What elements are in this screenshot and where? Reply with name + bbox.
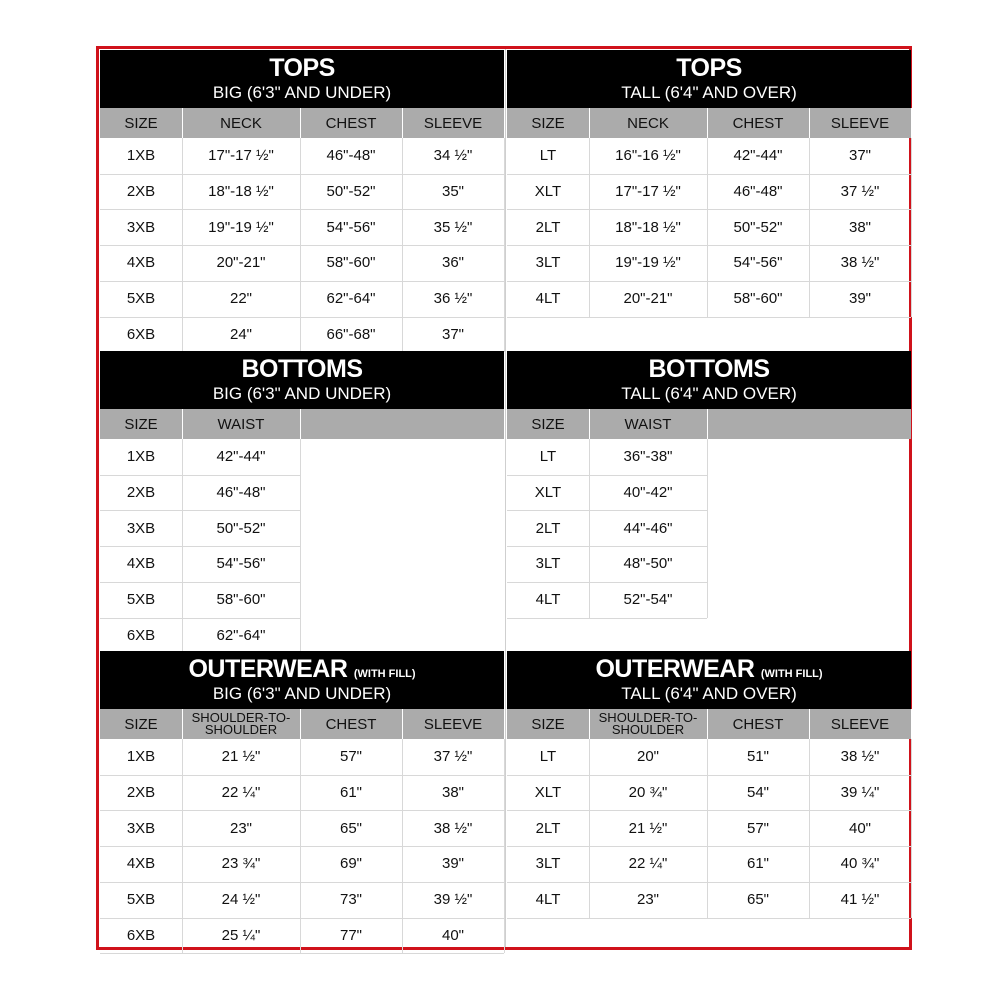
measurement-cell: 34 ½" bbox=[433, 147, 473, 165]
measurement-cell: 38" bbox=[848, 218, 871, 236]
section-header bbox=[507, 651, 911, 709]
column-divider bbox=[402, 138, 403, 352]
column-divider bbox=[911, 739, 912, 918]
center-divider bbox=[505, 49, 506, 947]
column-divider bbox=[402, 739, 403, 953]
column-divider bbox=[300, 439, 301, 653]
section-title-note: (WITH FILL) bbox=[760, 668, 823, 680]
measurement-cell: 40" bbox=[441, 926, 464, 944]
column-header-divider bbox=[707, 709, 708, 739]
column-header-divider bbox=[589, 709, 590, 739]
measurement-cell: 20 ¾" bbox=[628, 784, 668, 802]
section-title-note: (WITH FILL) bbox=[353, 668, 416, 680]
section-title-text: TOPS bbox=[269, 54, 335, 82]
measurement-cell: 24" bbox=[229, 325, 252, 343]
size-cell: 4XB bbox=[126, 555, 156, 573]
measurement-cell: 23" bbox=[229, 819, 252, 837]
measurement-cell: 37" bbox=[441, 325, 464, 343]
column-divider bbox=[707, 439, 708, 618]
column-divider bbox=[707, 739, 708, 918]
size-cell: 6XB bbox=[126, 325, 156, 343]
size-cell: 4XB bbox=[126, 855, 156, 873]
measurement-cell: 44"-46" bbox=[623, 519, 673, 537]
measurement-cell: 52"-54" bbox=[623, 591, 673, 609]
column-header-size: SIZE bbox=[531, 715, 565, 733]
column-divider bbox=[589, 739, 590, 918]
column-header-neck: NECK bbox=[627, 114, 669, 132]
measurement-cell: 54" bbox=[746, 784, 769, 802]
measurement-cell: 58"-60" bbox=[216, 591, 266, 609]
size-cell: XLT bbox=[534, 484, 562, 502]
column-header-divider bbox=[589, 108, 590, 138]
measurement-cell: 35 ½" bbox=[433, 218, 473, 236]
column-divider bbox=[300, 138, 301, 352]
measurement-cell: 20"-21" bbox=[216, 254, 266, 272]
measurement-cell: 54"-56" bbox=[733, 254, 783, 272]
column-header-chest: CHEST bbox=[732, 114, 784, 132]
measurement-cell: 48"-50" bbox=[623, 555, 673, 573]
column-header-chest: CHEST bbox=[325, 715, 377, 733]
measurement-cell: 65" bbox=[339, 819, 362, 837]
measurement-cell: 73" bbox=[339, 891, 362, 909]
column-header-size: SIZE bbox=[124, 715, 158, 733]
size-cell: 4LT bbox=[535, 290, 561, 308]
column-header-shoulder-to-shoulder: SHOULDER-TO-SHOULDER bbox=[191, 710, 291, 737]
measurement-cell: 69" bbox=[339, 855, 362, 873]
size-cell: XLT bbox=[534, 784, 562, 802]
column-header-divider bbox=[182, 108, 183, 138]
row-divider bbox=[507, 317, 911, 318]
column-divider bbox=[707, 138, 708, 317]
measurement-cell: 17"-17 ½" bbox=[615, 183, 681, 201]
measurement-cell: 42"-44" bbox=[216, 448, 266, 466]
column-divider bbox=[182, 138, 183, 352]
size-cell: 6XB bbox=[126, 926, 156, 944]
section-subtitle: BIG (6'3" AND UNDER) bbox=[212, 83, 392, 102]
column-header-divider bbox=[182, 709, 183, 739]
measurement-cell: 18"-18 ½" bbox=[208, 183, 274, 201]
section-title bbox=[507, 355, 911, 383]
measurement-cell: 46"-48" bbox=[326, 147, 376, 165]
column-header-divider bbox=[300, 409, 301, 439]
measurement-cell: 21 ½" bbox=[628, 819, 668, 837]
size-cell: 3XB bbox=[126, 519, 156, 537]
row-divider bbox=[507, 918, 911, 919]
size-cell: 1XB bbox=[126, 448, 156, 466]
measurement-cell: 38 ½" bbox=[840, 254, 880, 272]
column-divider bbox=[809, 739, 810, 918]
size-cell: 2XB bbox=[126, 784, 156, 802]
measurement-cell: 37 ½" bbox=[840, 183, 880, 201]
measurement-cell: 50"-52" bbox=[733, 218, 783, 236]
section-header bbox=[100, 50, 504, 108]
measurement-cell: 77" bbox=[339, 926, 362, 944]
column-header-divider bbox=[402, 108, 403, 138]
size-cell: 5XB bbox=[126, 891, 156, 909]
size-cell: XLT bbox=[534, 183, 562, 201]
section-header bbox=[507, 50, 911, 108]
measurement-cell: 42"-44" bbox=[733, 147, 783, 165]
measurement-cell: 19"-19 ½" bbox=[615, 254, 681, 272]
column-header-waist: WAIST bbox=[624, 415, 672, 433]
measurement-cell: 35" bbox=[441, 183, 464, 201]
measurement-cell: 40" bbox=[848, 819, 871, 837]
measurement-cell: 61" bbox=[746, 855, 769, 873]
section-title-text: BOTTOMS bbox=[241, 355, 363, 383]
measurement-cell: 38" bbox=[441, 784, 464, 802]
measurement-cell: 39 ½" bbox=[433, 891, 473, 909]
column-divider bbox=[182, 739, 183, 953]
section-title-text: OUTERWEAR bbox=[188, 655, 348, 683]
measurement-cell: 20"-21" bbox=[623, 290, 673, 308]
column-header-chest: CHEST bbox=[325, 114, 377, 132]
size-cell: 3LT bbox=[535, 254, 561, 272]
section-subtitle: TALL (6'4" AND OVER) bbox=[621, 684, 797, 703]
column-header-divider bbox=[809, 709, 810, 739]
measurement-cell: 37 ½" bbox=[433, 748, 473, 766]
column-header-divider bbox=[589, 409, 590, 439]
measurement-cell: 62"-64" bbox=[326, 290, 376, 308]
size-cell: 3LT bbox=[535, 855, 561, 873]
measurement-cell: 39" bbox=[848, 290, 871, 308]
column-header-waist: WAIST bbox=[217, 415, 265, 433]
measurement-cell: 22 ¼" bbox=[628, 855, 668, 873]
size-cell: 5XB bbox=[126, 290, 156, 308]
size-cell: 2XB bbox=[126, 183, 156, 201]
row-divider bbox=[100, 953, 504, 954]
measurement-cell: 20" bbox=[636, 748, 659, 766]
size-cell: LT bbox=[539, 448, 557, 466]
column-header-divider bbox=[911, 709, 912, 739]
size-cell: 1XB bbox=[126, 748, 156, 766]
column-header-sleeve: SLEEVE bbox=[830, 715, 890, 733]
measurement-cell: 54"-56" bbox=[326, 218, 376, 236]
measurement-cell: 36"-38" bbox=[623, 448, 673, 466]
measurement-cell: 61" bbox=[339, 784, 362, 802]
column-header-divider bbox=[182, 409, 183, 439]
column-header-divider bbox=[911, 108, 912, 138]
measurement-cell: 58"-60" bbox=[733, 290, 783, 308]
column-header-sleeve: SLEEVE bbox=[423, 114, 483, 132]
measurement-cell: 37" bbox=[848, 147, 871, 165]
size-cell: LT bbox=[539, 748, 557, 766]
measurement-cell: 40"-42" bbox=[623, 484, 673, 502]
size-cell: 3XB bbox=[126, 819, 156, 837]
column-header-divider bbox=[402, 709, 403, 739]
column-header-sleeve: SLEEVE bbox=[423, 715, 483, 733]
size-cell: 2LT bbox=[535, 218, 561, 236]
size-cell: 6XB bbox=[126, 626, 156, 644]
measurement-cell: 23 ¾" bbox=[221, 855, 261, 873]
measurement-cell: 57" bbox=[339, 748, 362, 766]
measurement-cell: 16"-16 ½" bbox=[615, 147, 681, 165]
measurement-cell: 36" bbox=[441, 254, 464, 272]
measurement-cell: 50"-52" bbox=[216, 519, 266, 537]
section-title bbox=[100, 54, 504, 82]
section-header bbox=[507, 351, 911, 409]
section-title-text: OUTERWEAR bbox=[595, 655, 755, 683]
section-title bbox=[507, 54, 911, 82]
size-cell: 5XB bbox=[126, 591, 156, 609]
measurement-cell: 41 ½" bbox=[840, 891, 880, 909]
size-cell: 2LT bbox=[535, 519, 561, 537]
size-cell: 3XB bbox=[126, 218, 156, 236]
measurement-cell: 39 ¼" bbox=[840, 784, 880, 802]
column-divider bbox=[182, 439, 183, 653]
section-title-text: BOTTOMS bbox=[648, 355, 770, 383]
measurement-cell: 58"-60" bbox=[326, 254, 376, 272]
size-cell: 1XB bbox=[126, 147, 156, 165]
measurement-cell: 36 ½" bbox=[433, 290, 473, 308]
size-chart-frame bbox=[96, 46, 912, 950]
measurement-cell: 50"-52" bbox=[326, 183, 376, 201]
column-header-size: SIZE bbox=[531, 114, 565, 132]
column-header-chest: CHEST bbox=[732, 715, 784, 733]
column-header-divider bbox=[707, 409, 708, 439]
measurement-cell: 38 ½" bbox=[840, 748, 880, 766]
column-header-neck: NECK bbox=[220, 114, 262, 132]
measurement-cell: 17"-17 ½" bbox=[208, 147, 274, 165]
measurement-cell: 18"-18 ½" bbox=[615, 218, 681, 236]
section-subtitle: BIG (6'3" AND UNDER) bbox=[212, 684, 392, 703]
section-header bbox=[100, 651, 504, 709]
row-divider bbox=[507, 618, 707, 619]
column-header-size: SIZE bbox=[531, 415, 565, 433]
measurement-cell: 22" bbox=[229, 290, 252, 308]
size-cell: 2XB bbox=[126, 484, 156, 502]
column-header-divider bbox=[809, 108, 810, 138]
column-header-shoulder-to-shoulder: SHOULDER-TO-SHOULDER bbox=[598, 710, 698, 737]
column-divider bbox=[589, 138, 590, 317]
size-cell: 4LT bbox=[535, 891, 561, 909]
size-cell: 4LT bbox=[535, 591, 561, 609]
column-header-size: SIZE bbox=[124, 114, 158, 132]
measurement-cell: 19"-19 ½" bbox=[208, 218, 274, 236]
column-divider bbox=[300, 739, 301, 953]
size-cell: 3LT bbox=[535, 555, 561, 573]
measurement-cell: 25 ¼" bbox=[221, 926, 261, 944]
column-header-divider bbox=[707, 108, 708, 138]
column-header-size: SIZE bbox=[124, 415, 158, 433]
section-subtitle: TALL (6'4" AND OVER) bbox=[621, 83, 797, 102]
section-subtitle: TALL (6'4" AND OVER) bbox=[621, 384, 797, 403]
section-subtitle: BIG (6'3" AND UNDER) bbox=[212, 384, 392, 403]
measurement-cell: 46"-48" bbox=[216, 484, 266, 502]
size-cell: LT bbox=[539, 147, 557, 165]
size-cell: 4XB bbox=[126, 254, 156, 272]
measurement-cell: 23" bbox=[636, 891, 659, 909]
measurement-cell: 66"-68" bbox=[326, 325, 376, 343]
column-divider bbox=[809, 138, 810, 317]
measurement-cell: 46"-48" bbox=[733, 183, 783, 201]
measurement-cell: 54"-56" bbox=[216, 555, 266, 573]
measurement-cell: 62"-64" bbox=[216, 626, 266, 644]
column-header-sleeve: SLEEVE bbox=[830, 114, 890, 132]
section-title-text: TOPS bbox=[676, 54, 742, 82]
measurement-cell: 21 ½" bbox=[221, 748, 261, 766]
measurement-cell: 40 ¾" bbox=[840, 855, 880, 873]
column-header-divider bbox=[300, 108, 301, 138]
column-divider bbox=[911, 138, 912, 317]
measurement-cell: 24 ½" bbox=[221, 891, 261, 909]
measurement-cell: 57" bbox=[746, 819, 769, 837]
measurement-cell: 22 ¼" bbox=[221, 784, 261, 802]
column-divider bbox=[589, 439, 590, 618]
measurement-cell: 38 ½" bbox=[433, 819, 473, 837]
measurement-cell: 39" bbox=[441, 855, 464, 873]
size-cell: 2LT bbox=[535, 819, 561, 837]
measurement-cell: 65" bbox=[746, 891, 769, 909]
section-title bbox=[100, 355, 504, 383]
column-header-divider bbox=[300, 709, 301, 739]
measurement-cell: 51" bbox=[746, 748, 769, 766]
section-header bbox=[100, 351, 504, 409]
